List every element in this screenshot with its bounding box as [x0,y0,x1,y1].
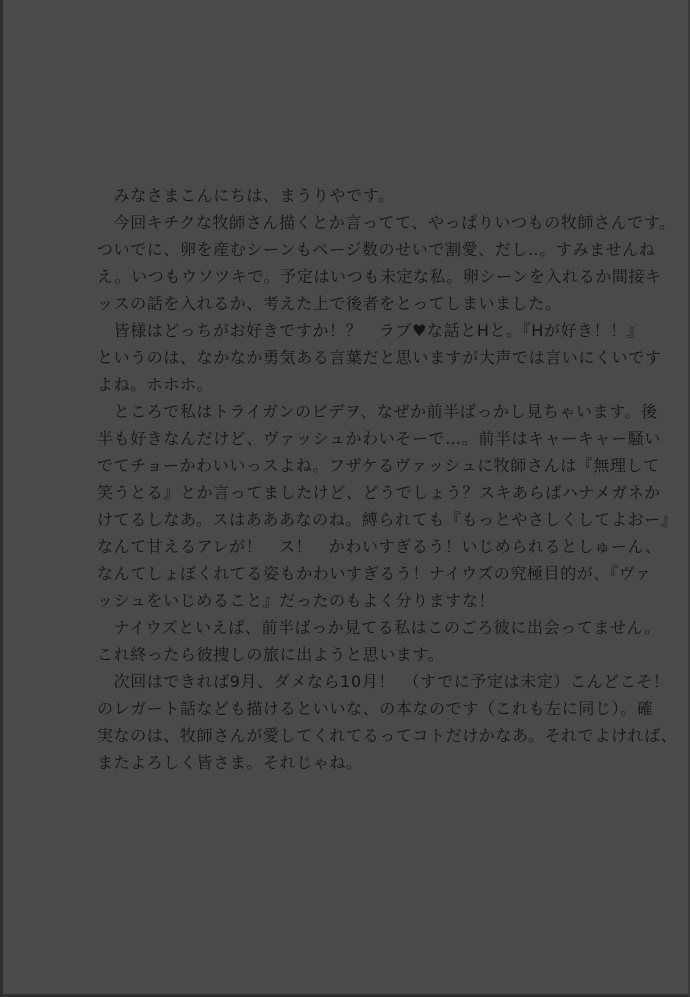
text-line: またよろしく皆さま。それじゃね。 [97,753,363,772]
text-line: よね。ホホホ。 [97,375,214,394]
text-line: 今回キチクな牧師さん描くとか言ってて、やっぱりいつもの牧師さんです。 [97,213,676,232]
text-line: え。いつもウソツキで。予定はいつも未定な私。卵シーンを入れるか間接キ [97,267,662,286]
text-line: 皆様はどっちがお好きですか！？ ラブ♥な話とHと。『Hが好き！！』 [97,321,644,340]
text-line: けてるしなあ。スはあああなのね。縛られても『もっとやさしくしてよおー』 [97,510,678,529]
text-line: ところで私はトライガンのビデヲ、なぜか前半ばっかし見ちゃいます。後 [97,402,658,421]
text-line: 笑うとる』とか言ってましたけど、どうでしょう？スキあらばハナメガネか [97,483,661,502]
text-line: みなさまこんにちは、まうりやです。 [97,186,395,205]
text-line: 半も好きなんだけど、ヴァッシュかわいそーで…。前半はキャーキャー騒い [97,429,661,448]
text-line: ついでに、卵を産むシーンもページ数のせいで割愛、だし‥。すみませんね [97,240,656,259]
text-line: でてチョーかわいいっスよね。フザケるヴァッシュに牧師さんは『無理して [97,456,660,475]
text-line: ッシュをいじめること』だったのもよく分りますな！ [97,591,496,610]
text-line: なんてしょぼくれてる姿もかわいすぎるう！ナイウズの究極目的が、『ヴァ [97,564,652,583]
text-line: なんて甘えるアレが！ ス！ かわいすぎるう！いじめられるとしゅーん、 [97,537,662,556]
text-line: ナイウズといえば、前半ばっか見てる私はこのごろ彼に出会ってません。 [97,618,661,637]
text-line: ッスの話を入れるか、考えた上で後者をとってしまいました。 [97,294,562,313]
text-line: 次回はできれば9月、ダメなら10月！ （すでに予定は未定）こんどこそ！ [97,672,670,691]
text-line: というのは、なかなか勇気ある言葉だと思いますが大声では言いにくいです [97,348,662,367]
text-line: 実なのは、牧師さんが愛してくれてるってコトだけかなあ。それでよければ、 [97,726,678,745]
text-line: のレガート話なども描けるといいな、の本なのです（これも左に同じ）。確 [97,699,654,718]
afterword-text [97,182,678,776]
text-line: これ終ったら彼捜しの旅に出ようと思います。 [97,645,445,664]
